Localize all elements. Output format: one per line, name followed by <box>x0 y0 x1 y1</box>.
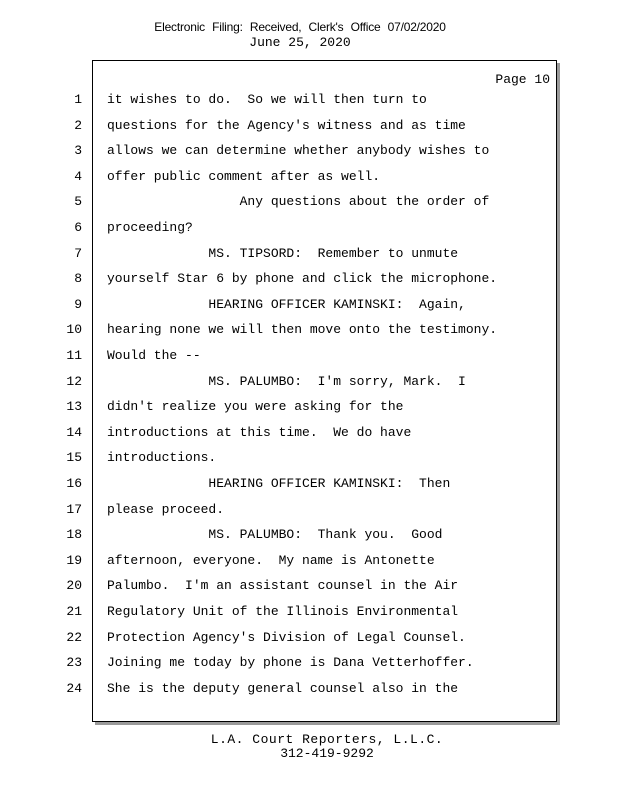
line-text: MS. PALUMBO: I'm sorry, Mark. I <box>107 373 466 389</box>
line-number: 24 <box>66 680 82 696</box>
line-number: 16 <box>66 476 82 491</box>
line-text: introductions at this time. We do have <box>107 424 412 440</box>
line-number: 8 <box>74 271 82 287</box>
line-number: 10 <box>66 322 82 338</box>
line-number: 19 <box>66 552 82 568</box>
line-text: She is the deputy general counsel also in the <box>107 680 459 696</box>
page-number: Page 10 <box>495 72 550 87</box>
transcript-line <box>0 628 560 648</box>
line-text: offer public comment after as well. <box>107 168 381 184</box>
line-text: Joining me today by phone is Dana Vetterhoffer. <box>107 655 474 671</box>
line-text: allows we can determine whether anybody wishes to <box>107 143 490 159</box>
line-text: afternoon, everyone. My name is Antonette <box>107 552 435 568</box>
line-number: 15 <box>66 450 82 466</box>
transcript-line <box>0 525 560 545</box>
transcript-line <box>0 679 560 699</box>
court-reporter-phone: 312-419-9292 <box>280 746 374 761</box>
transcript-line <box>0 269 560 289</box>
transcript-line <box>0 602 560 622</box>
line-text: yourself Star 6 by phone and click the microphone. <box>107 271 498 287</box>
line-number: 5 <box>74 194 82 210</box>
line-number: 17 <box>66 501 82 517</box>
line-text: introductions. <box>107 450 217 466</box>
line-number: 6 <box>74 220 82 235</box>
line-text: MS. PALUMBO: Thank you. Good <box>107 527 443 543</box>
line-number: 13 <box>66 399 82 415</box>
line-number: 18 <box>66 527 82 543</box>
transcript-line <box>0 653 560 673</box>
line-number: 23 <box>66 655 82 671</box>
line-text: MS. TIPSORD: Remember to unmute <box>107 245 459 261</box>
line-text: Would the -- <box>107 348 201 363</box>
line-text: it wishes to do. So we will then turn to <box>107 92 427 107</box>
transcript-line <box>0 218 560 238</box>
line-number: 3 <box>74 143 82 159</box>
transcript-line <box>0 116 560 136</box>
transcript-line <box>0 244 560 264</box>
transcript-line <box>0 500 560 520</box>
line-text: questions for the Agency's witness and as time <box>107 117 466 133</box>
line-text: HEARING OFFICER KAMINSKI: Then <box>107 476 451 491</box>
line-text: Palumbo. I'm an assistant counsel in the Air <box>107 578 459 594</box>
line-text: proceeding? <box>107 220 193 235</box>
line-number: 14 <box>66 424 82 440</box>
line-text: hearing none we will then move onto the testimony. <box>107 322 498 338</box>
transcript-line <box>0 167 560 187</box>
line-text: please proceed. <box>107 501 225 517</box>
transcript-line <box>0 372 560 392</box>
line-number: 9 <box>74 296 82 312</box>
line-text: Any questions about the order of <box>107 194 490 210</box>
transcript-line <box>0 90 560 110</box>
transcript-line <box>0 448 560 468</box>
line-number: 21 <box>66 604 82 619</box>
court-reporter-company: L.A. Court Reporters, L.L.C. <box>210 732 444 747</box>
line-text: Protection Agency's Division of Legal Counsel. <box>107 629 466 645</box>
transcript-line <box>0 397 560 417</box>
line-number: 12 <box>66 373 82 389</box>
line-number: 1 <box>74 92 82 107</box>
transcript-line <box>0 295 560 315</box>
line-text: didn't realize you were asking for the <box>107 399 404 415</box>
transcript-line <box>0 576 560 596</box>
transcript-line <box>0 192 560 212</box>
hearing-date: June 25, 2020 <box>249 35 351 50</box>
line-text: HEARING OFFICER KAMINSKI: Again, <box>107 296 466 312</box>
transcript-line <box>0 346 560 366</box>
transcript-line <box>0 474 560 494</box>
line-number: 4 <box>74 168 82 184</box>
line-number: 11 <box>66 348 82 363</box>
line-number: 22 <box>66 629 82 645</box>
line-number: 2 <box>74 117 82 133</box>
filing-stamp: Electronic Filing: Received, Clerk's Office 07/02/2020 <box>154 20 446 34</box>
line-number: 20 <box>66 578 82 594</box>
line-number: 7 <box>74 245 82 261</box>
transcript-line <box>0 320 560 340</box>
line-text: Regulatory Unit of the Illinois Environmental <box>107 604 459 619</box>
transcript-line <box>0 551 560 571</box>
transcript-line <box>0 423 560 443</box>
transcript-line <box>0 141 560 161</box>
